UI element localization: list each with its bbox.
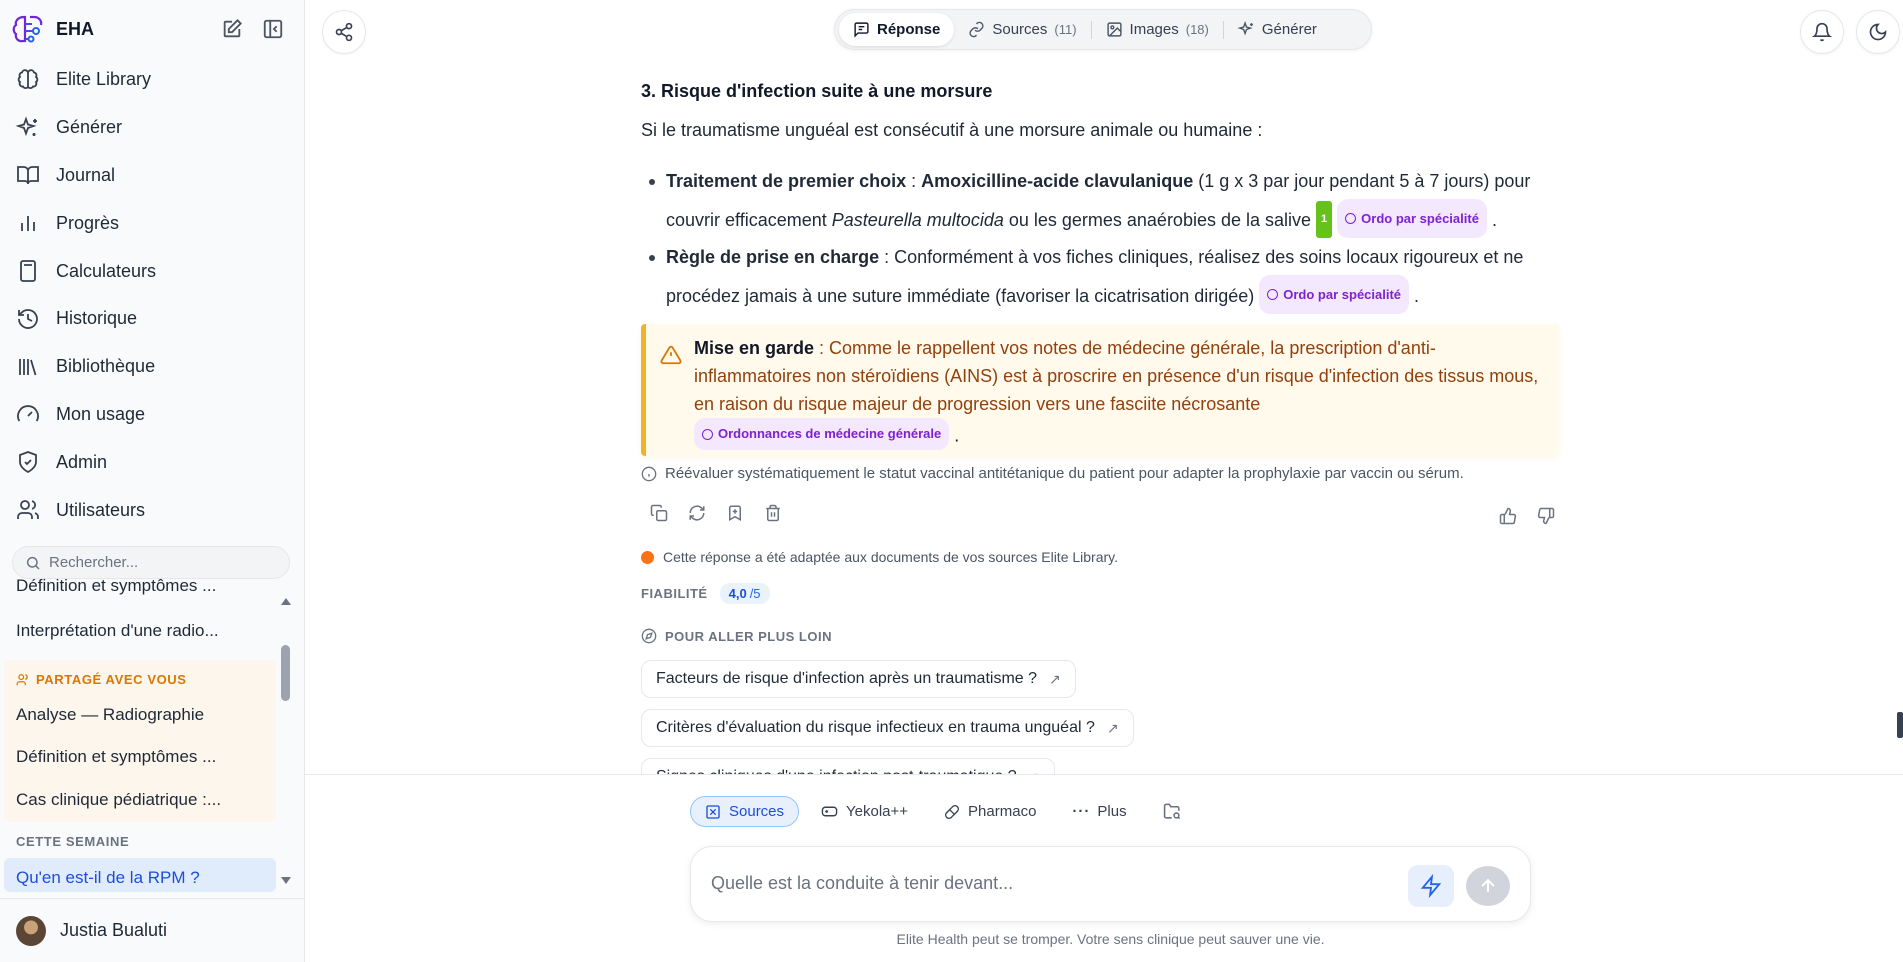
- calculator-icon: [14, 257, 42, 285]
- sidebar: [0, 0, 305, 962]
- composer-tools: [690, 796, 1212, 827]
- arrow-up-right-icon: ↗: [1106, 719, 1119, 736]
- drug-name: Amoxicilline-acide clavulanique: [921, 171, 1194, 191]
- source-chip-label: Ordo par spécialité: [1283, 287, 1402, 302]
- book-icon: [14, 161, 42, 189]
- bullet-title: Traitement de premier choix: [666, 171, 907, 191]
- thumbs-down-icon: [1537, 507, 1555, 525]
- warning-text: [694, 334, 1539, 450]
- sidebar-item-label: Calculateurs: [56, 260, 157, 281]
- reliability-score: [641, 583, 770, 604]
- app-name: EHA: [56, 19, 95, 39]
- user-profile[interactable]: [0, 898, 305, 962]
- history-item[interactable]: Définition et symptômes ...: [16, 576, 217, 595]
- source-icon: [1345, 213, 1356, 224]
- warning-title: Mise en garde: [694, 338, 815, 358]
- search-icon: [25, 555, 41, 571]
- info-note-text: Réévaluer systématiquement le statut vaccinal antitétanique du patient pour adapter la prophylaxie par vaccin ou sérum.: [665, 465, 1464, 482]
- tool-label: Pharmaco: [968, 803, 1037, 820]
- further-section-label: [641, 628, 832, 644]
- shared-item[interactable]: Cas clinique pédiatrique :...: [16, 790, 222, 809]
- reliability-value: 4,0: [728, 586, 747, 601]
- sparkles-icon: [14, 114, 42, 142]
- shared-item[interactable]: Définition et symptômes ...: [16, 747, 217, 766]
- view-tabs: [834, 9, 1372, 50]
- warning-body: : Comme le rappellent vos notes de médecine générale, la prescription d'anti-inflammatoires non stéroïdiens (AINS) est à proscrire en présence d'un risque d'infection des tissus mous, en raison du risque majeur de progression vers une fasciite nécrosante: [694, 338, 1539, 414]
- sidebar-item-label: Mon usage: [56, 403, 146, 424]
- bookmark-plus-icon: [726, 504, 744, 522]
- sidebar-item-label: Bibliothèque: [56, 356, 156, 377]
- collapse-sidebar-button[interactable]: [261, 17, 285, 41]
- bullet-sep: :: [906, 171, 922, 191]
- message-actions: [649, 503, 783, 523]
- bullet-text: : Conformément à vos fiches cliniques, réalisez des soins locaux rigoureux et ne procédez jamais à une suture immédiate (favoriser la cicatrisation dirigée): [666, 247, 1524, 306]
- sparkles-icon: [1238, 21, 1255, 38]
- shared-section-label: [16, 672, 187, 687]
- sidebar-item-calculateurs[interactable]: [0, 247, 305, 295]
- sidebar-item-label: Historique: [56, 308, 138, 329]
- brain-icon: [14, 66, 42, 94]
- chat-composer: [690, 846, 1531, 922]
- notifications-button[interactable]: [1800, 10, 1844, 54]
- user-name: Justia Bualuti: [60, 920, 168, 940]
- sidebar-item-historique[interactable]: [0, 295, 305, 343]
- sidebar-scroll-thumb[interactable]: [281, 645, 290, 701]
- answer-heading: 3. Risque d'infection suite à une morsure: [641, 81, 993, 101]
- folder-search-icon: [1163, 802, 1182, 821]
- suggestion-chip[interactable]: [641, 709, 1134, 747]
- arrow-up-icon: [1478, 876, 1498, 896]
- bookmark-button[interactable]: [725, 503, 745, 523]
- tab-label: Générer: [1261, 21, 1317, 38]
- adapted-text: Cette réponse a été adaptée aux documents de vos sources Elite Library.: [663, 549, 1119, 565]
- tab-sources[interactable]: [954, 13, 1090, 46]
- regenerate-button[interactable]: [687, 503, 707, 523]
- main-scrollbar[interactable]: [1897, 712, 1903, 738]
- sidebar-item-utilisateurs[interactable]: [0, 486, 305, 534]
- thumbs-up-icon: [1499, 507, 1517, 525]
- users-icon: [14, 496, 42, 524]
- bar-chart-icon: [14, 209, 42, 237]
- sidebar-item-label: Progrès: [56, 212, 120, 233]
- new-chat-button[interactable]: [220, 17, 244, 41]
- link-icon: [968, 21, 985, 38]
- sidebar-item-label: Générer: [56, 117, 123, 138]
- tool-yekola[interactable]: [807, 796, 922, 827]
- sources-icon: [705, 804, 721, 820]
- source-chip-label: Ordo par spécialité: [1361, 211, 1479, 226]
- source-chip[interactable]: [694, 418, 949, 450]
- source-icon: [702, 429, 713, 440]
- sidebar-item-journal[interactable]: [0, 152, 305, 200]
- sidebar-item-mon-usage[interactable]: [0, 391, 305, 439]
- sidebar-item-admin[interactable]: [0, 438, 305, 486]
- compass-icon: [641, 628, 657, 644]
- sidebar-item-bibliotheque[interactable]: [0, 343, 305, 391]
- tab-images[interactable]: [1092, 13, 1223, 46]
- refresh-icon: [688, 504, 706, 522]
- tool-label: Sources: [729, 803, 785, 820]
- thumbs-down-button[interactable]: [1536, 506, 1556, 526]
- share-icon: [334, 22, 354, 42]
- tool-pharmaco[interactable]: [930, 796, 1050, 827]
- bullet-end: .: [1414, 286, 1420, 306]
- sidebar-item-label: Elite Library: [56, 69, 152, 90]
- sidebar-item-elite-library[interactable]: [0, 56, 305, 104]
- reliability-max: /5: [749, 586, 761, 601]
- lightning-icon: [1420, 875, 1442, 897]
- tool-label: Plus: [1097, 803, 1127, 820]
- reliability-badge: [720, 583, 770, 604]
- bell-icon: [1812, 22, 1832, 42]
- scroll-up-arrow-icon[interactable]: [280, 596, 292, 606]
- tab-label: Réponse: [877, 21, 941, 38]
- shared-label-text: PARTAGÉ AVEC VOUS: [36, 672, 187, 687]
- delete-button[interactable]: [763, 503, 783, 523]
- bullet-text: (1 g x 3 par jour pendant 5 à 7 jours) pour couvrir efficacement: [666, 171, 1531, 230]
- share-button[interactable]: [322, 10, 366, 54]
- tool-label: Yekola++: [846, 803, 909, 820]
- week-section-label: CETTE SEMAINE: [16, 834, 130, 849]
- answer-intro: Si le traumatisme unguéal est consécutif à une morsure animale ou humaine :: [641, 120, 1263, 140]
- image-icon: [1106, 21, 1123, 38]
- edit-icon: [221, 18, 243, 40]
- feedback-buttons: [1498, 506, 1556, 526]
- tab-generer[interactable]: [1224, 13, 1331, 46]
- thumbs-up-button[interactable]: [1498, 506, 1518, 526]
- disclaimer: Elite Health peut se tromper. Votre sens clinique peut sauver une vie.: [896, 931, 1325, 947]
- sidebar-scrollbar[interactable]: [280, 592, 292, 892]
- copy-icon: [650, 504, 668, 522]
- bullet-title: Règle de prise en charge: [666, 247, 880, 267]
- message-icon: [853, 21, 870, 38]
- history-item[interactable]: Interprétation d'une radio...: [16, 621, 219, 640]
- suggestion-text: Critères d'évaluation du risque infectieux en trauma unguéal ?: [656, 719, 1095, 736]
- source-icon: [1267, 289, 1278, 300]
- bullet-first-line-treatment: [666, 164, 1546, 238]
- tab-label: Images: [1129, 21, 1179, 38]
- citation-badge[interactable]: 1: [1316, 201, 1332, 238]
- history-item-active[interactable]: Qu'en est-il de la RPM ?: [16, 868, 200, 887]
- chat-input[interactable]: [711, 873, 1391, 894]
- more-icon: ···: [1072, 803, 1091, 820]
- warning-callout: [641, 324, 1559, 456]
- sidebar-item-label: Utilisateurs: [56, 499, 146, 520]
- info-icon: [641, 466, 657, 482]
- sidebar-item-progres[interactable]: [0, 199, 305, 247]
- trash-icon: [764, 504, 782, 522]
- bullet-care-rule: [666, 240, 1546, 314]
- tool-plus[interactable]: [1058, 796, 1140, 827]
- shared-item[interactable]: Analyse — Radiographie: [16, 705, 205, 724]
- moon-icon: [1868, 22, 1888, 42]
- sidebar-item-generer[interactable]: [0, 104, 305, 152]
- shield-icon: [14, 448, 42, 476]
- sidebar-search[interactable]: [12, 546, 290, 579]
- copy-button[interactable]: [649, 503, 669, 523]
- search-input[interactable]: [49, 554, 269, 571]
- source-chip[interactable]: [1337, 199, 1487, 238]
- sidebar-item-label: Journal: [56, 164, 116, 185]
- sidebar-header: [0, 0, 305, 58]
- bullet-end: .: [1491, 210, 1497, 230]
- tab-count: (18): [1185, 22, 1209, 37]
- sidebar-toggle-icon: [262, 18, 284, 40]
- warning-end: .: [954, 425, 960, 446]
- pill-icon: [944, 804, 960, 820]
- scroll-down-arrow-icon[interactable]: [280, 876, 292, 886]
- further-label-text: POUR ALLER PLUS LOIN: [665, 628, 832, 644]
- send-button[interactable]: [1466, 866, 1510, 906]
- suggestion-chip[interactable]: [641, 660, 1076, 698]
- source-chip[interactable]: [1259, 275, 1409, 314]
- arrow-up-right-icon: ↗: [1049, 670, 1061, 687]
- avatar: [16, 916, 46, 946]
- tab-reponse[interactable]: [839, 13, 954, 46]
- folder-search-button[interactable]: [1149, 796, 1204, 827]
- quick-mode-button[interactable]: [1408, 865, 1454, 907]
- users-icon: [16, 673, 30, 687]
- brain-logo-icon[interactable]: [10, 11, 46, 47]
- warning-triangle-icon: [660, 344, 682, 366]
- adapted-notice: [641, 549, 1118, 565]
- gauge-icon: [14, 400, 42, 428]
- source-chip-label: Ordonnances de médecine générale: [718, 426, 942, 441]
- status-dot: [641, 551, 654, 564]
- sidebar-nav: [0, 56, 305, 534]
- theme-toggle-button[interactable]: [1856, 10, 1900, 54]
- library-icon: [14, 353, 42, 381]
- tool-sources[interactable]: [690, 796, 799, 827]
- gamepad-icon: [821, 803, 838, 820]
- suggestion-text: Facteurs de risque d'infection après un traumatisme ?: [656, 670, 1038, 687]
- info-note: [641, 465, 1464, 482]
- reliability-label: FIABILITÉ: [641, 586, 708, 601]
- tab-label: Sources: [992, 21, 1048, 38]
- sidebar-item-label: Admin: [56, 451, 108, 472]
- tab-count: (11): [1054, 22, 1077, 37]
- history-list: [0, 576, 278, 890]
- organism-name: Pasteurella multocida: [831, 210, 1004, 230]
- bullet-text: ou les germes anaérobies de la salive: [1003, 210, 1317, 230]
- history-icon: [14, 305, 42, 333]
